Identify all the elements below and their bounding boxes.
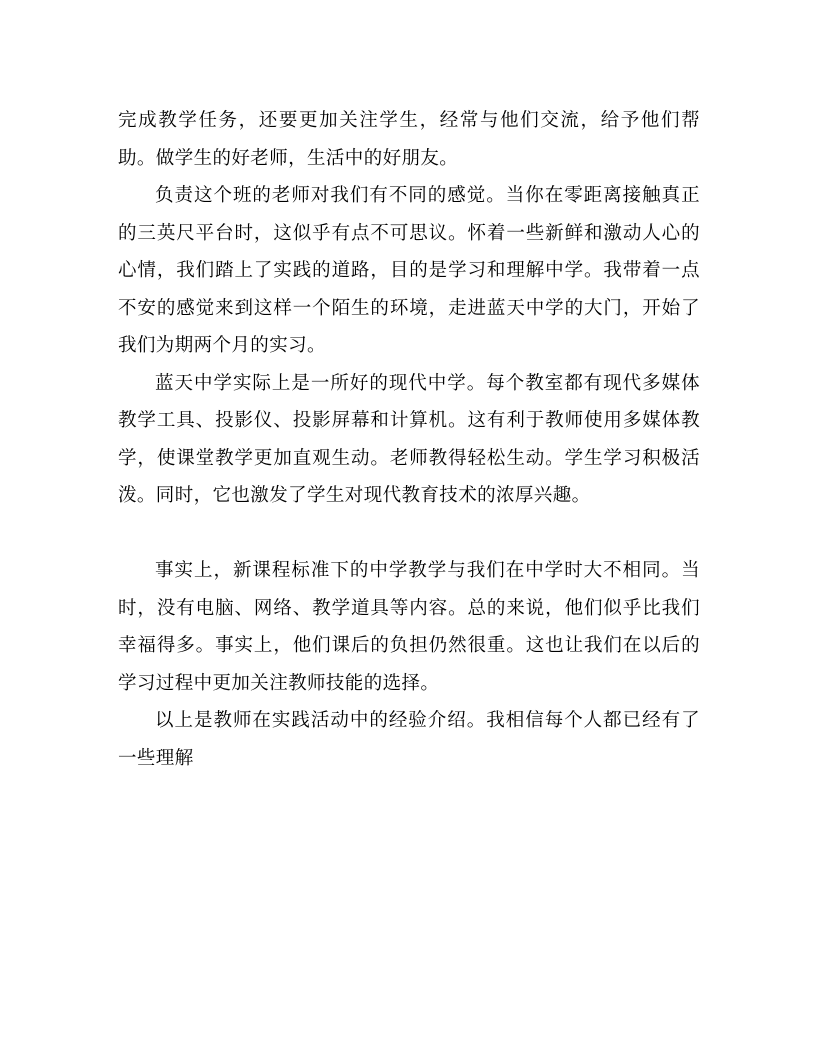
paragraph-4: 事实上，新课程标准下的中学教学与我们在中学时大不相同。当时，没有电脑、网络、教学道具等内容。总的来说，他们似乎比我们幸福得多。事实上，他们课后的负担仍然很重。这也让我们在以后的学习过程中更加关注教师技能的选择。 <box>118 560 700 694</box>
paragraph-1: 完成教学任务，还要更加关注学生，经常与他们交流，给予他们帮助。做学生的好老师，生活中的好朋友。 <box>118 110 700 169</box>
document-body <box>118 102 700 777</box>
paragraph-spacer <box>118 515 700 553</box>
paragraph-5: 以上是教师在实践活动中的经验介绍。我相信每个人都已经有了一些理解 <box>118 710 700 769</box>
paragraph-2: 负责这个班的老师对我们有不同的感觉。当你在零距离接触真正的三英尺平台时，这似乎有点不可思议。怀着一些新鲜和激动人心的心情，我们踏上了实践的道路，目的是学习和理解中学。我带着一点不安的感觉来到这样一个陌生的环境，走进蓝天中学的大门，开始了我们为期两个月的实习。 <box>118 185 700 356</box>
paragraph-3: 蓝天中学实际上是一所好的现代中学。每个教室都有现代多媒体教学工具、投影仪、投影屏幕和计算机。这有利于教师使用多媒体教学，使课堂教学更加直观生动。老师教得轻松生动。学生学习积极活泼。同时，它也激发了学生对现代教育技术的浓厚兴趣。 <box>118 372 700 506</box>
